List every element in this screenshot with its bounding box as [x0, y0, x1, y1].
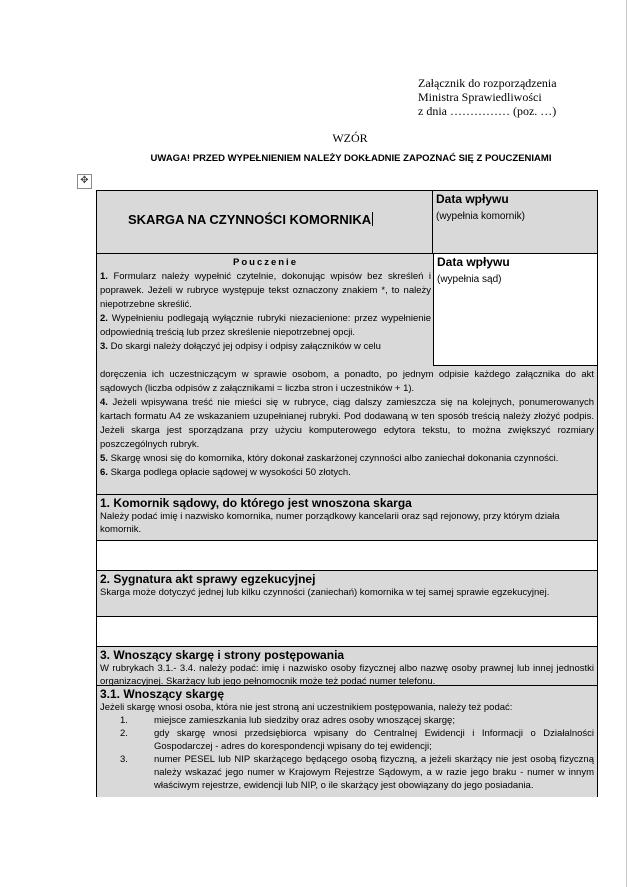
section-3-1-list — [100, 714, 594, 792]
warning-heading: UWAGA! PRZED WYPEŁNIENIEM NALEŻY DOKŁADNIE ZAPOZNAĆ SIĘ Z POUCZENIAMI — [150, 153, 552, 164]
section-2-header — [97, 571, 597, 617]
instruction-item: 4. Jeżeli wpisywana treść nie mieści się w rubryce, ciąg dalszy zamieszcza się na kolejnych, ponumerowanych kartach formatu A4 ze wskazaniem uzupełnianej rubryki. Pod dodawaną w ten sposób treścią należy złożyć podpis. Jeżeli skarga jest sporządzana przy użyciu komputerowego edytora tekstu, to można zwiększyć rozmiary poszczególnych rubryk. — [100, 397, 594, 450]
section-2-note: Skarga może dotyczyć jednej lub kilku czynności (zaniechań) komornika w tej samej sprawie egzekucyjnej. — [100, 587, 550, 598]
section-3-title: 3. Wnoszący skargę i strony postępowania — [100, 648, 345, 662]
instruction-item: 5. Skargę wnosi się do komornika, który dokonał zaskarżonej czynności albo zaniechał dokonania czynności. — [100, 453, 559, 464]
attachment-line-3: z dnia …………… (poz. …) — [418, 104, 557, 118]
receipt-date-heading: Data wpływu — [436, 192, 509, 206]
receipt-date-heading: Data wpływu — [437, 255, 510, 269]
section-2-title: 2. Sygnatura akt sprawy egzekucyjnej — [100, 572, 316, 586]
receipt-date-note: (wypełnia komornik) — [436, 211, 525, 222]
list-item: 3. numer PESEL lub NIP skarżącego będącego osobą fizyczną, a jeżeli skarżący nie jest osobą fizyczną należy wskazać jego numer w Krajowym Rejestrze Sądowym, a w razie jego braku - numer w innym właściwym rejestrze, ewidencji lub NIP, o ile skarżący jest obowiązany do jego posiadania. — [120, 754, 594, 791]
section-3-header — [97, 647, 597, 686]
instruction-item: 1. Formularz należy wypełnić czytelnie, dokonując wpisów bez skreśleń i poprawek. Jeżeli w rubryce występuje tekst oznaczony znakiem *, to należy niepotrzebne skreślić. — [100, 271, 431, 310]
complaint-form — [96, 190, 598, 797]
section-1-note: Należy podać imię i nazwisko komornika, numer porządkowy kancelarii oraz sąd rejonowy, przy którym działa komornik. — [100, 511, 560, 535]
wzor-heading: WZÓR — [332, 131, 368, 145]
section-1-input[interactable] — [97, 541, 597, 571]
section-3-note: W rubrykach 3.1.- 3.4. należy podać: imię i nazwisko osoby fizycznej albo nazwę osoby prawnej lub innej jednostki organizacyjnej. Skarżący lub jego pełnomocnik może też podać numer telefonu. — [100, 663, 594, 686]
list-item: 2. gdy skargę wnosi przedsiębiorca wpisany do Centralnej Ewidencji i Informacji o Działalności Gospodarczej - adres do korespondencji wpisany do tej ewidencji; — [120, 728, 594, 752]
instructions-heading: Pouczenie — [233, 257, 298, 268]
attachment-note — [418, 76, 618, 118]
section-3-1-header — [97, 686, 597, 797]
title-cell[interactable] — [97, 191, 433, 254]
form-title: SKARGA NA CZYNNOŚCI KOMORNIKA — [128, 212, 372, 227]
attachment-line-1: Załącznik do rozporządzenia — [418, 76, 557, 90]
instructions-narrow — [100, 256, 431, 354]
move-icon[interactable]: ✥ — [77, 174, 92, 189]
attachment-line-2: Ministra Sprawiedliwości — [418, 90, 542, 104]
section-3-1-note: Jeżeli skargę wnosi osoba, która nie jest stroną ani uczestnikiem postępowania, należy też podać: — [100, 702, 513, 713]
section-1-title: 1. Komornik sądowy, do którego jest wnoszona skarga — [100, 496, 412, 510]
receipt-date-note: (wypełnia sąd) — [437, 274, 502, 285]
section-3-1-title: 3.1. Wnoszący skargę — [100, 687, 225, 701]
section-1-header — [97, 495, 597, 541]
text-cursor — [372, 212, 373, 226]
instructions-wide — [100, 368, 594, 480]
receipt-date-court-cell — [433, 254, 597, 366]
section-2-input[interactable] — [97, 617, 597, 647]
instruction-item: 3. Do skargi należy dołączyć jej odpisy i odpisy załączników w celu — [100, 341, 381, 352]
receipt-date-bailiff-cell — [433, 191, 597, 254]
list-item: 1. miejsce zamieszkania lub siedziby oraz adres osoby wnoszącej skargę; — [120, 715, 455, 726]
instruction-item-cont: doręczenia ich uczestniczącym w sprawie osobom, a ponadto, po jednym odpisie każdego załącznika do akt sądowych (liczba odpisów z załącznikami = liczba stron i uczestników + 1). — [100, 369, 594, 394]
instruction-item: 6. Skarga podlega opłacie sądowej w wysokości 50 złotych. — [100, 467, 351, 478]
instruction-item: 2. Wypełnieniu podlegają wyłącznie rubryki niezacienione: przez wypełnienie odpowiednią treścią lub przez skreślenie niepotrzebnej opcji. — [100, 313, 431, 338]
